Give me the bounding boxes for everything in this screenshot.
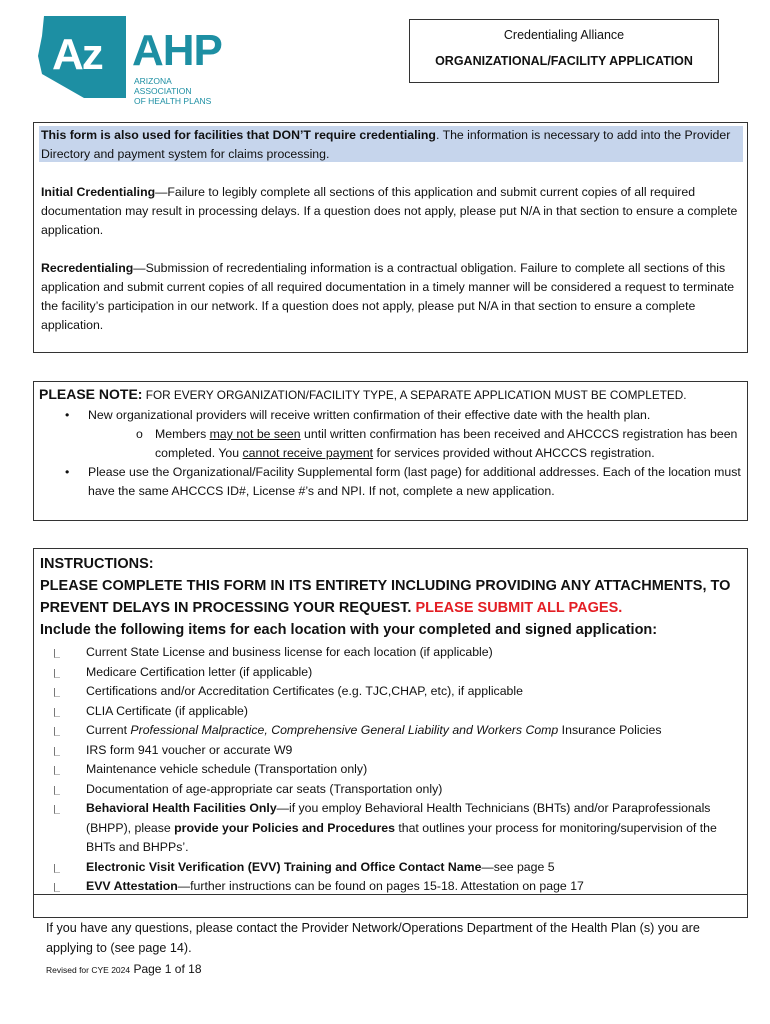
- list-item: [54, 858, 744, 878]
- checkbox-icon[interactable]: [54, 649, 60, 658]
- checkbox-icon[interactable]: [54, 805, 60, 814]
- list-item: [54, 780, 744, 800]
- sub-text-b: until written confirmation has been received and AHCCCS registration has been completed. You: [155, 427, 738, 460]
- logo-line-2: OF HEALTH PLANS: [134, 96, 212, 106]
- list-item: [54, 721, 744, 741]
- item-text-2: that outlines your process for monitoring/supervision of the BHTs and BHPPs’.: [86, 820, 717, 854]
- recred-text: —Submission of recredentialing information is a contractual obligation. Failure to complete all sections of this application and submit current copies of all required documentation in a timely manner will be considered a request to terminate the facility’s participation in our network. If a question does not apply, please put N/A in that section to ensure a complete application.: [41, 261, 735, 332]
- item-italic: Professional Malpractice, Comprehensive General Liability and Workers Comp: [130, 723, 559, 737]
- facilities-notice: [41, 126, 741, 164]
- list-item: [54, 799, 744, 858]
- logo-line-1: ARIZONA ASSOCIATION: [134, 76, 192, 96]
- sub-text-a: Members: [155, 427, 210, 441]
- please-note-box: [33, 381, 748, 521]
- checkbox-icon[interactable]: [54, 747, 60, 756]
- list-item: [54, 741, 744, 761]
- item-text-end: Insurance Policies: [558, 723, 662, 737]
- item-text: IRS form 941 voucher or accurate W9: [86, 742, 293, 757]
- checkbox-icon[interactable]: [54, 669, 60, 678]
- list-item: [54, 682, 744, 702]
- initial-label: Initial Credentialing: [41, 185, 156, 199]
- revised-label: Revised for CYE 2024: [46, 965, 131, 975]
- item-text: —see page 5: [481, 859, 555, 874]
- required-items-list: [54, 643, 744, 897]
- item-text: CLIA Certificate (if applicable): [86, 703, 248, 718]
- recredentialing-paragraph: [41, 259, 741, 335]
- checkbox-icon[interactable]: [54, 883, 60, 892]
- intro-box: [33, 122, 748, 353]
- list-item: • Please use the Organizational/Facility Supplemental form (last page) for additional addresses. Each of the location must have the same AHCCCS ID#, License #’s and NPI. If not, complete a new application.: [61, 463, 741, 501]
- note-text: FOR EVERY ORGANIZATION/FACILITY TYPE, A SEPARATE APPLICATION MUST BE COMPLETED.: [142, 388, 687, 402]
- item-text: Current State License and business license for each location (if applicable): [86, 645, 493, 659]
- instructions-box: [33, 548, 748, 918]
- page-footer: [46, 962, 202, 976]
- instructions-heading: [40, 553, 745, 641]
- instructions-title: INSTRUCTIONS:: [40, 556, 154, 572]
- azahp-logo: [38, 16, 222, 106]
- note-label: PLEASE NOTE:: [39, 386, 143, 402]
- include-items-text: Include the following items for each location with your completed and signed application:: [40, 622, 658, 638]
- list-item: [54, 760, 744, 780]
- application-title: ORGANIZATIONAL/FACILITY APPLICATION: [435, 54, 693, 68]
- list-item: [54, 702, 744, 722]
- item-text: —if you employ Behavioral Health Technicians (BHTs) and/or Paraprofessionals (BHPP), please: [86, 801, 711, 835]
- sub-underline-1: may not be seen: [209, 427, 301, 441]
- complete-form-instruction: [40, 575, 745, 619]
- item-text: Medicare Certification letter (if applicable): [86, 664, 313, 679]
- divider: [34, 894, 747, 895]
- item-text: Certifications and/or Accreditation Certificates (e.g. TJC,CHAP, etc), if applicable: [86, 684, 523, 698]
- notice-bold: This form is also used for facilities that DON’T require credentialing: [41, 128, 436, 142]
- initial-text: —Failure to legibly complete all sections of this application and submit current copies of all required documentation may result in processing delays. If a question does not apply, please put N/A in that section to ensure a complete application.: [41, 185, 738, 237]
- list-item: [54, 643, 744, 663]
- checkbox-icon[interactable]: [54, 766, 60, 775]
- list-item: • New organizational providers will receive written confirmation of their effective date with the health plan.: [61, 406, 741, 425]
- item-text: Documentation of age-appropriate car seats (Transportation only): [86, 781, 443, 796]
- item-text: —further instructions can be found on pages 15-18. Attestation on page 17: [177, 879, 584, 893]
- checkbox-icon[interactable]: [54, 727, 60, 736]
- contact-note: If you have any questions, please contact the Provider Network/Operations Department of the Health Plan (s) you are applying to (see page 14).: [46, 921, 700, 955]
- checkbox-icon[interactable]: [54, 688, 60, 697]
- initial-credentialing-paragraph: [41, 183, 741, 240]
- recred-label: Recredentialing: [41, 261, 134, 275]
- checkbox-icon[interactable]: [54, 708, 60, 717]
- sub-underline-2: cannot receive payment: [242, 446, 374, 460]
- item-text: Maintenance vehicle schedule (Transportation only): [86, 762, 368, 776]
- header-box: [409, 19, 719, 83]
- submit-all-pages-text: PLEASE SUBMIT ALL PAGES.: [415, 600, 623, 616]
- item-bold: Behavioral Health Facilities Only: [86, 801, 277, 815]
- please-note-heading: [39, 385, 739, 405]
- logo-association-text: [134, 76, 218, 106]
- note-bullets: [61, 406, 741, 501]
- instruction-text: PLEASE COMPLETE THIS FORM IN ITS ENTIRETY INCLUDING PROVIDING ANY ATTACHMENTS, TO PREVENT DELAYS IN PROCESSING YOUR REQUEST.: [40, 578, 731, 616]
- logo-ahp-text: AHP: [132, 26, 222, 75]
- sub-text-c: for services provided without AHCCCS registration.: [373, 446, 655, 460]
- item-bold: Electronic Visit Verification (EVV) Training and Office Contact Name: [86, 859, 482, 874]
- logo-az-text: Az: [52, 30, 102, 79]
- notice-text: . The information is necessary to add into the Provider Directory and payment system for claims processing.: [41, 128, 731, 161]
- page-number: Page 1 of 18: [130, 962, 202, 976]
- item-text: Current: [86, 723, 131, 737]
- checkbox-icon[interactable]: [54, 864, 60, 873]
- checkbox-icon[interactable]: [54, 786, 60, 795]
- alliance-name: Credentialing Alliance: [503, 28, 625, 42]
- item-bold-2: provide your Policies and Procedures: [174, 820, 395, 835]
- item-bold: EVV Attestation: [86, 879, 178, 893]
- list-item-sub: [61, 425, 741, 463]
- list-item: [54, 663, 744, 683]
